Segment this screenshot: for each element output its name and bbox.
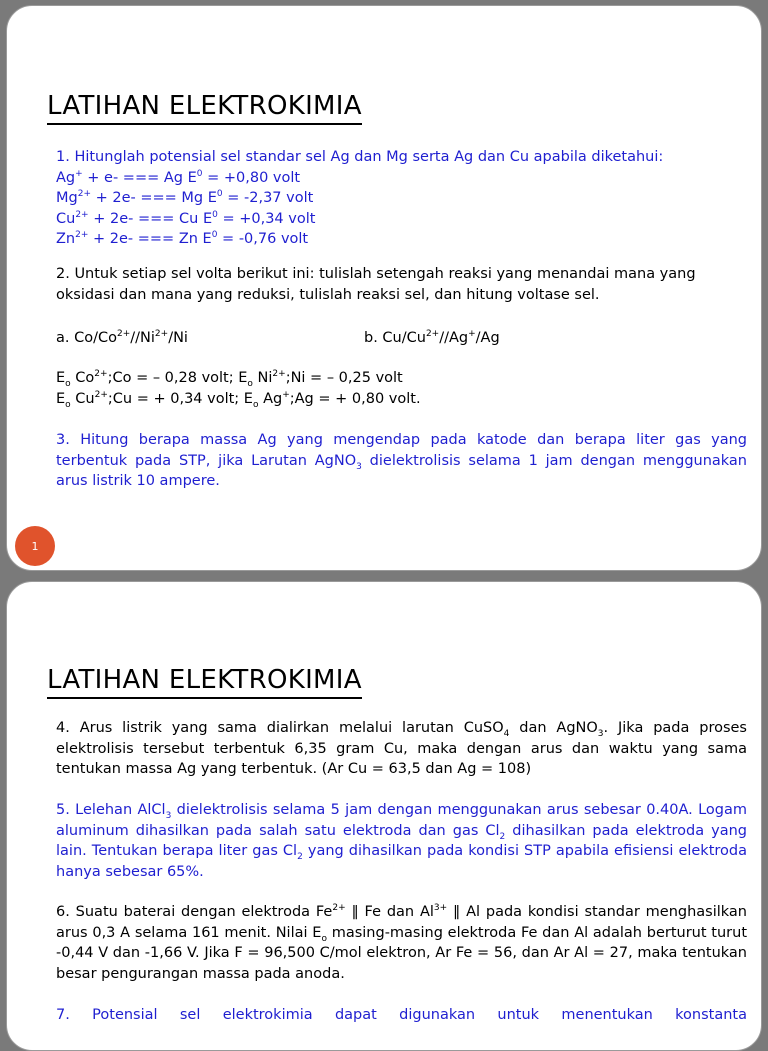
- equation-ag: Ag+ + e- === Ag $E^0 = +0,80$ volt: [56, 168, 301, 186]
- question-1: [56, 147, 747, 250]
- potential-line-2: $E_o$ $Cu^{2+};Cu$ = + 0,34 volt; $E_o$ Ag+;Ag = + 0,80 volt.: [56, 389, 421, 410]
- cell-a: a. $Co/Co^{2+}//Ni^{2+}/Ni$: [56, 329, 188, 346]
- slide-1: [6, 5, 762, 571]
- equation-zn: $Zn^{2+} + 2e-$ === Zn $E^0 = -0,76$ volt: [56, 230, 309, 247]
- question-1-prompt: 1. Hitunglah potensial sel standar sel Ag dan Mg serta Ag dan Cu apabila diketahui:: [56, 149, 664, 165]
- question-7: 7. Potensial sel elektrokimia dapat digunakan untuk menentukan konstanta: [56, 1007, 747, 1023]
- potential-line-1: $E_o$ $Co^{2+};Co$ = – 0,28 volt; $E_o$ $Ni^{2+};Ni$ = – 0,25 volt: [56, 369, 403, 389]
- question-2-prompt: 2. Untuk setiap sel volta berikut ini: tulislah setengah reaksi yang menandai mana yang oksidasi dan mana yang reduksi, tulislah reaksi sel, dan hitung voltase sel.: [56, 266, 696, 303]
- page-number-badge: 1: [15, 526, 55, 566]
- cell-b: b. $Cu/Cu^{2+}//Ag^+/Ag$: [364, 329, 500, 346]
- slide-1-title: LATIHAN ELEKTROKIMIA: [47, 91, 362, 125]
- question-3: 3. Hitung berapa massa Ag yang mengendap pada katode dan berapa liter gas yang terbentuk pada STP, jika Larutan AgNO$_3$ dielektrolisis selama 1 jam dengan menggunakan arus listrik 10 ampere.: [56, 432, 748, 489]
- question-2-cells: [56, 328, 747, 350]
- equation-mg: $Mg^{2+} + 2e-$ === Mg $E^0 = -2,37$ volt: [56, 189, 314, 206]
- slide-2-title: LATIHAN ELEKTROKIMIA: [47, 665, 362, 699]
- equation-cu: $Cu^{2+} + 2e-$ === Cu $E^0 = +0,34$ volt: [56, 209, 316, 227]
- question-4: 4. Arus listrik yang sama dialirkan melalui larutan CuSO$_4$ dan AgNO$_3$. Jika pada proses elektrolisis tersebut terbentuk 6,35 gram Cu, maka dengan arus dan waktu yang sama tentukan massa Ag yang terbentuk. (Ar Cu = 63,5 dan Ag = 108): [56, 720, 747, 777]
- slide-2: [6, 581, 762, 1051]
- question-6: 6. Suatu baterai dengan elektroda $Fe^{2+}$ ‖ Fe dan $Al^{3+}$ ‖ Al pada kondisi standar menghasilkan arus 0,3 A selama 161 menit. Nilai $E_o$ masing-masing elektroda Fe dan Al adalah berturut turut -0,44 V dan -1,66 V. Jika F = 96,500 C/mol elektron, Ar Fe = 56, dan Ar Al = 27, maka tentukan besar pengurangan massa pada anoda.: [56, 903, 747, 982]
- question-5: 5. Lelehan AlCl$_3$ dielektrolisis selama 5 jam dengan menggunakan arus sebesar 0.40A. Logam aluminum dihasilkan pada salah satu elektroda dan gas $Cl_2$ dihasilkan pada elektroda yang lain. Tentukan berapa liter gas $Cl_2$ yang dihasilkan pada kondisi STP apabila efisiensi elektroda hanya sebesar 65%.: [56, 802, 747, 880]
- question-2-potentials: [56, 368, 747, 409]
